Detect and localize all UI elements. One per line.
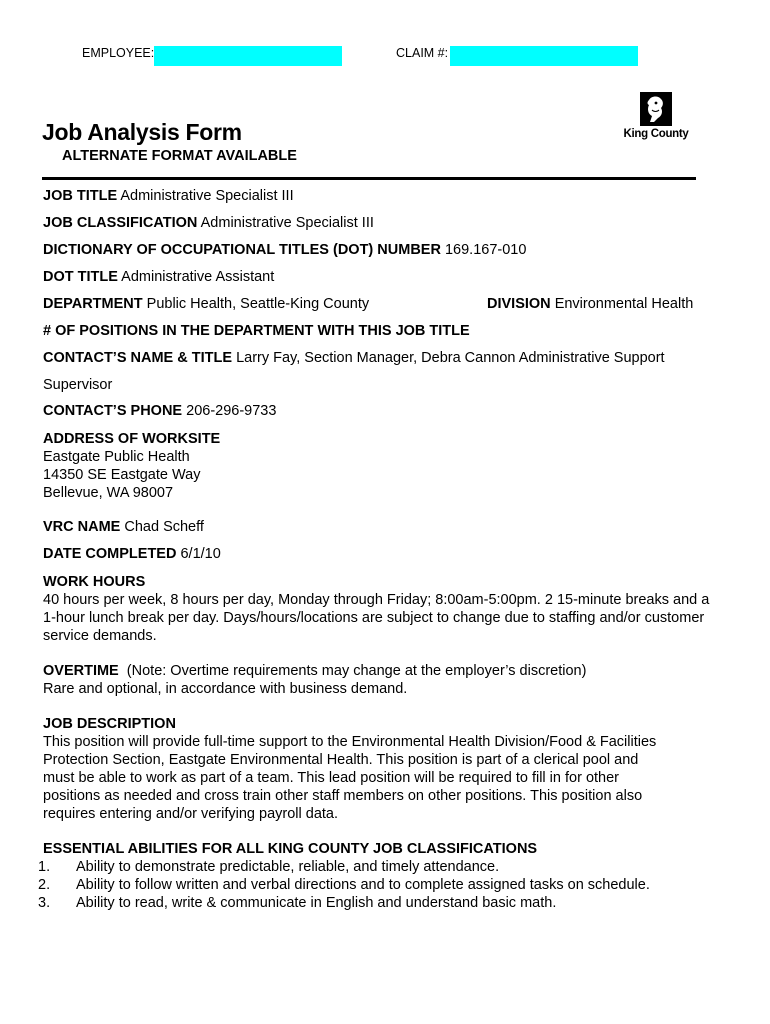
phone-value: 206-296-9733 [186,403,277,419]
job-title-value: Administrative Specialist III [120,188,294,204]
job-description-text: positions as needed and cross train other staff members on other positions. This position also [43,788,643,804]
claim-label: CLAIM #: [396,46,449,60]
vrc-label: VRC NAME [43,519,121,535]
overtime-note: (Note: Overtime requirements may change at the employer’s discretion) [126,663,587,679]
overtime-text: Rare and optional, in accordance with business demand. [43,681,408,697]
contact-label: CONTACT’S NAME & TITLE [43,350,233,366]
claim-value-field[interactable] [450,46,638,66]
address-label: ADDRESS OF WORKSITE [43,431,221,447]
dot-number-value: 169.167-010 [444,242,527,258]
work-hours-label: WORK HOURS [43,574,146,590]
job-description-text: Protection Section, Eastgate Environmental Health. This position is part of a clerical pool and [43,752,639,768]
address-line: Eastgate Public Health [43,449,190,465]
contact-value-continued: Supervisor [43,377,113,393]
essential-abilities-list [38,858,738,912]
job-description-section [43,715,743,823]
positions-label: # OF POSITIONS IN THE DEPARTMENT WITH THIS JOB TITLE [43,323,470,339]
page-subtitle: ALTERNATE FORMAT AVAILABLE [62,148,297,164]
dot-number-label: DICTIONARY OF OCCUPATIONAL TITLES (DOT) NUMBER [43,242,441,258]
job-classification-label: JOB CLASSIFICATION [43,215,198,231]
dot-number-row [43,242,526,258]
overtime-label: OVERTIME [43,663,119,679]
king-county-logo [618,92,694,144]
overtime-section [43,662,743,698]
work-hours-section [43,573,743,645]
king-county-logo-icon [640,92,672,126]
division-row [487,296,693,312]
phone-row [43,403,276,419]
date-label: DATE COMPLETED [43,546,177,562]
department-value: Public Health, Seattle-King County [146,296,370,312]
dot-title-row [43,269,274,285]
overtime-header [43,662,743,680]
dot-title-value: Administrative Assistant [121,269,275,285]
work-hours-text: 40 hours per week, 8 hours per day, Monday through Friday; 8:00am-5:00pm. 2 15-minute breaks and a [43,592,710,608]
list-item [38,894,738,912]
contact-value: Larry Fay, Section Manager, Debra Cannon Administrative Support [236,350,665,366]
dot-title-label: DOT TITLE [43,269,118,285]
phone-label: CONTACT’S PHONE [43,403,183,419]
vrc-row [43,519,204,535]
job-classification-row [43,215,374,231]
job-description-text: This position will provide full-time support to the Environmental Health Division/Food & Facilities [43,734,657,750]
list-item-text: Ability to demonstrate predictable, reliable, and timely attendance. [76,859,500,875]
department-row [43,296,369,312]
job-description-text: must be able to work as part of a team. This lead position will be required to fill in for other [43,770,619,786]
work-hours-text: 1-hour lunch break per day. Days/hours/locations are subject to change due to staffing and/or customer [43,610,705,626]
work-hours-text: service demands. [43,628,157,644]
address-block [43,430,743,502]
employee-label: EMPLOYEE: [82,46,155,60]
job-title-row [43,188,294,204]
date-row [43,546,221,562]
department-label: DEPARTMENT [43,296,143,312]
job-classification-value: Administrative Specialist III [200,215,374,231]
vrc-value: Chad Scheff [124,519,204,535]
list-item-number: 2. [38,877,51,893]
date-value: 6/1/10 [180,546,221,562]
essential-abilities-label: ESSENTIAL ABILITIES FOR ALL KING COUNTY JOB CLASSIFICATIONS [43,841,538,857]
employee-value-field[interactable] [154,46,342,66]
list-item-number: 1. [38,859,51,875]
king-county-logo-text: King County [623,128,689,140]
job-description-text: requires entering and/or verifying payroll data. [43,806,338,822]
list-item-text: Ability to follow written and verbal directions and to complete assigned tasks on schedule. [76,877,650,893]
title-divider [42,177,696,180]
division-label: DIVISION [487,296,551,312]
list-item-number: 3. [38,895,51,911]
address-line: Bellevue, WA 98007 [43,485,174,501]
job-title-label: JOB TITLE [43,188,118,204]
job-description-label: JOB DESCRIPTION [43,716,176,732]
list-item [38,876,738,894]
contact-row [43,350,665,366]
division-value: Environmental Health [554,296,694,312]
list-item-text: Ability to read, write & communicate in English and understand basic math. [76,895,557,911]
address-line: 14350 SE Eastgate Way [43,467,201,483]
page-title: Job Analysis Form [42,119,242,145]
list-item [38,858,738,876]
